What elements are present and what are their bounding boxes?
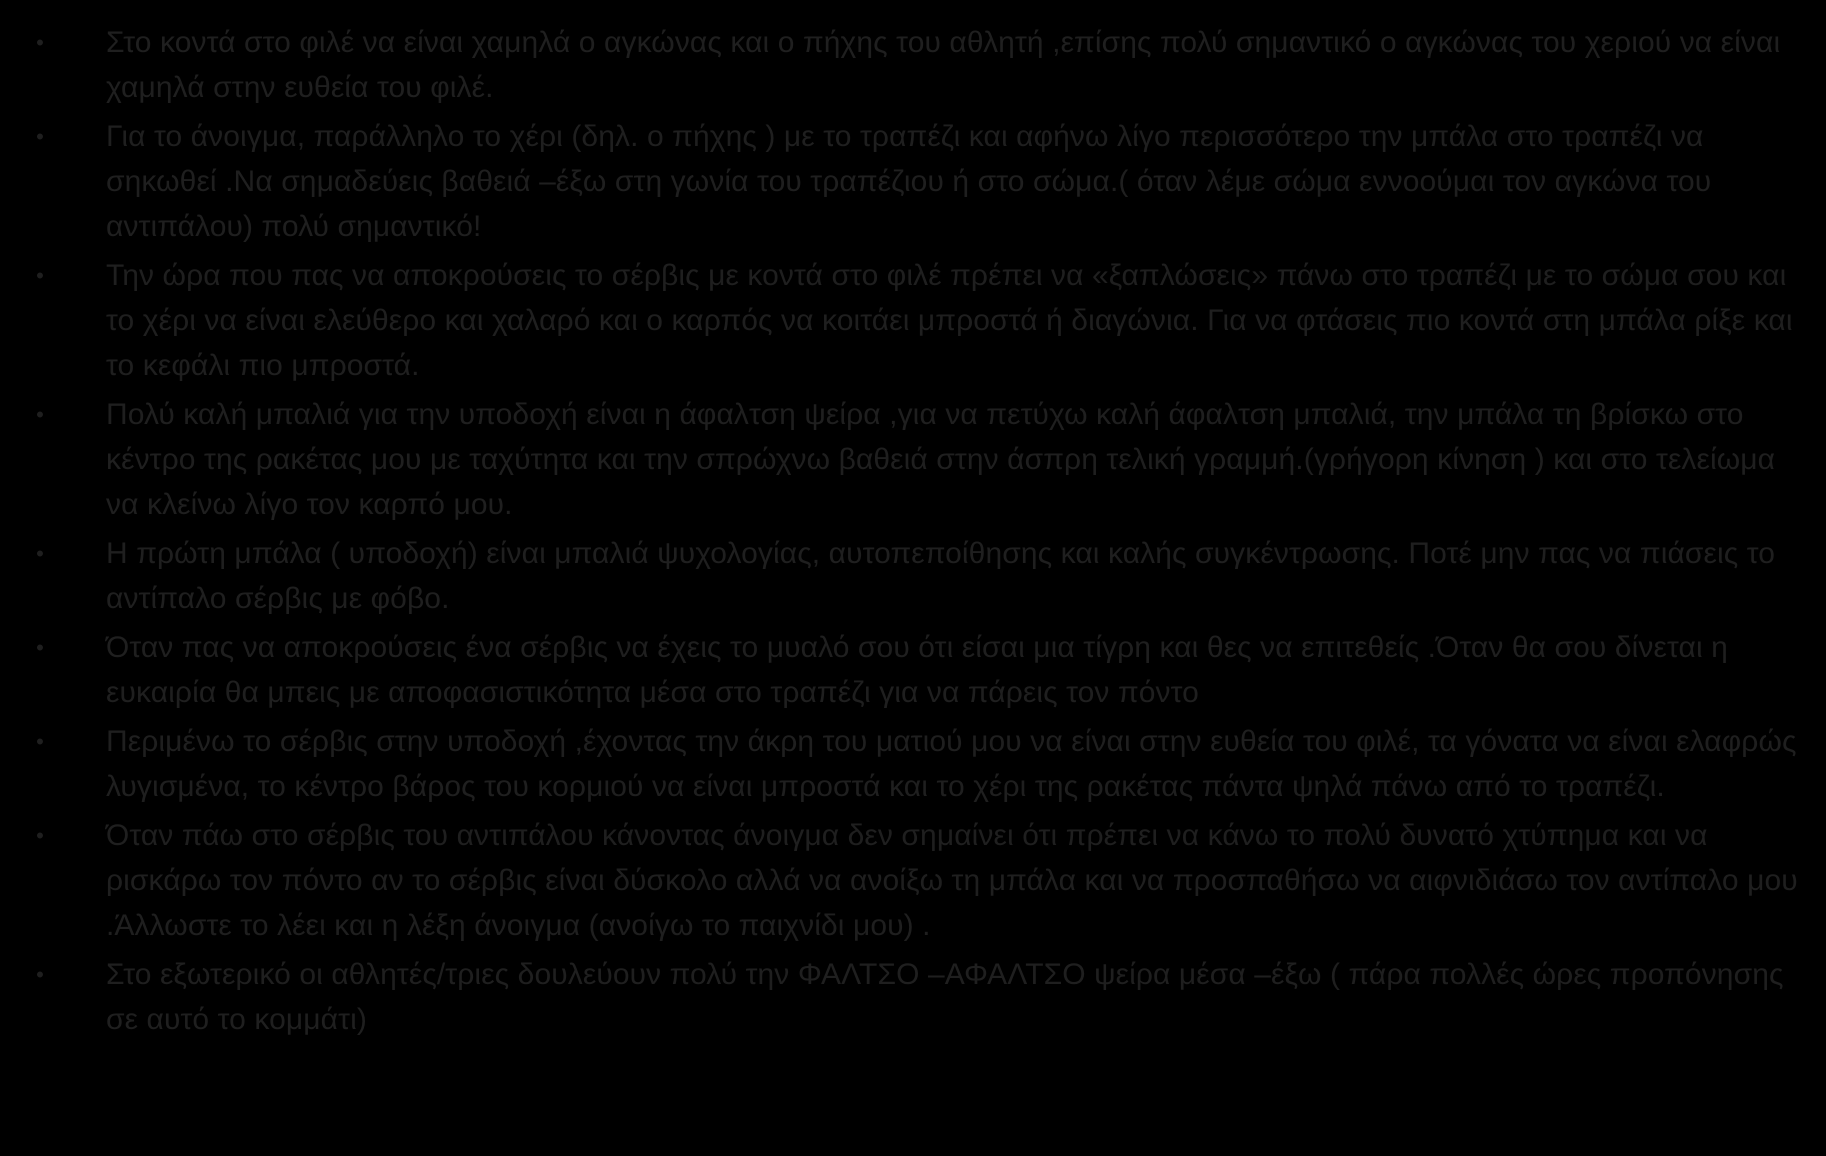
bullet-icon: • xyxy=(36,30,44,55)
bullet-text: Πολύ καλή μπαλιά για την υποδοχή είναι η άφαλτση ψείρα ,για να πετύχω καλή άφαλτση μπαλιά, την μπάλα τη βρίσκω στο κέντρο της ρακέτας μου με ταχύτητα και την σπρώχνω βαθειά στην άσπρη τελική γραμμή.(γρήγορη κίνηση ) και στο τελείωμα να κλείνω λίγο τον καρπό μου. xyxy=(106,398,1776,521)
bullet-icon: • xyxy=(36,823,44,848)
bullet-icon: • xyxy=(36,402,44,427)
list-item xyxy=(30,531,1800,621)
bullet-text: Όταν πας να αποκρούσεις ένα σέρβις να έχεις το μυαλό σου ότι είσαι μια τίγρη και θες να επιτεθείς .Όταν θα σου δίνεται η ευκαιρία θα μπεις με αποφασιστικότητα μέσα στο τραπέζι για να πάρεις τον πόντο xyxy=(106,631,1728,709)
bullet-text: Η πρώτη μπάλα ( υποδοχή) είναι μπαλιά ψυχολογίας, αυτοπεποίθησης και καλής συγκέντρωσης. Ποτέ μην πας να πιάσεις το αντίπαλο σέρβις με φόβο. xyxy=(106,537,1776,615)
bullet-text: Στο εξωτερικό οι αθλητές/τριες δουλεύουν πολύ την ΦΑΛΤΣΟ –ΑΦΑΛΤΣΟ ψείρα μέσα –έξω ( πάρα πολλές ώρες προπόνησης σε αυτό το κομμάτι) xyxy=(106,958,1784,1036)
bullet-icon: • xyxy=(36,729,44,754)
bullet-list xyxy=(30,20,1800,1046)
bullet-icon: • xyxy=(36,962,44,987)
bullet-icon: • xyxy=(36,263,44,288)
list-item xyxy=(30,253,1800,388)
bullet-icon: • xyxy=(36,635,44,660)
bullet-text: Όταν πάω στο σέρβις του αντιπάλου κάνοντας άνοιγμα δεν σημαίνει ότι πρέπει να κάνω το πολύ δυνατό χτύπημα και να ρισκάρω τον πόντο αν το σέρβις είναι δύσκολο αλλά να ανοίξω τη μπάλα και να προσπαθήσω να αιφνιδιάσω τον αντίπαλο μου .Άλλωστε το λέει και η λέξη άνοιγμα (ανοίγω το παιχνίδι μου) . xyxy=(106,819,1798,942)
list-item xyxy=(30,952,1800,1042)
list-item xyxy=(30,813,1800,948)
list-item xyxy=(30,625,1800,715)
list-item xyxy=(30,719,1800,809)
bullet-text: Για το άνοιγμα, παράλληλο το χέρι (δηλ. ο πήχης ) με το τραπέζι και αφήνω λίγο περισσότερο την μπάλα στο τραπέζι να σηκωθεί .Να σημαδεύεις βαθειά –έξω στη γωνία του τραπέζιου ή στο σώμα.( όταν λέμε σώμα εννοούμαι τον αγκώνα του αντιπάλου) πολύ σημαντικό! xyxy=(106,120,1712,243)
list-item xyxy=(30,392,1800,527)
bullet-icon: • xyxy=(36,124,44,149)
list-item xyxy=(30,20,1800,110)
bullet-text: Στο κοντά στο φιλέ να είναι χαμηλά ο αγκώνας και ο πήχης του αθλητή ,επίσης πολύ σημαντικό ο αγκώνας του χεριού να είναι χαμηλά στην ευθεία του φιλέ. xyxy=(106,26,1781,104)
bullet-icon: • xyxy=(36,541,44,566)
bullet-text: Περιμένω το σέρβις στην υποδοχή ,έχοντας την άκρη του ματιού μου να είναι στην ευθεία του φιλέ, τα γόνατα να είναι ελαφρώς λυγισμένα, το κέντρο βάρος του κορμιού να είναι μπροστά και το χέρι της ρακέτας πάντα ψηλά πάνω από το τραπέζι. xyxy=(106,725,1797,803)
bullet-text: Την ώρα που πας να αποκρούσεις το σέρβις με κοντά στο φιλέ πρέπει να «ξαπλώσεις» πάνω στο τραπέζι με το σώμα σου και το χέρι να είναι ελεύθερο και χαλαρό και ο καρπός να κοιτάει μπροστά ή διαγώνια. Για να φτάσεις πιο κοντά στη μπάλα ρίξε και το κεφάλι πιο μπροστά. xyxy=(106,259,1793,382)
list-item xyxy=(30,114,1800,249)
